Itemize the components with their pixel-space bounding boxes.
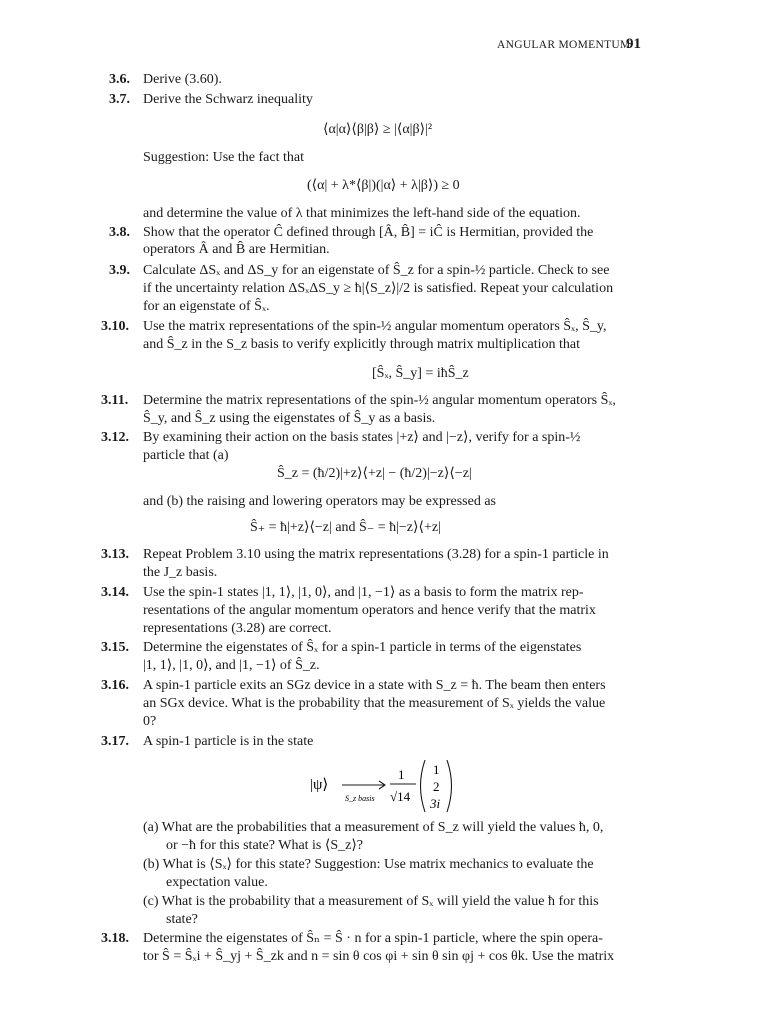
problem-number: 3.17. xyxy=(101,734,129,749)
text-line: [Ŝₓ, Ŝ_y] = iħŜ_z xyxy=(372,366,469,381)
vector-entry-3: 3i xyxy=(430,796,441,811)
text-line: expectation value. xyxy=(166,875,268,890)
fraction-denominator: √14 xyxy=(390,789,411,804)
text-line: and determine the value of λ that minimizes the left-hand side of the equation. xyxy=(143,206,581,221)
text-line: Derive (3.60). xyxy=(143,72,222,87)
text-line: and Ŝ_z in the S_z basis to verify explicitly through matrix multiplication that xyxy=(143,337,581,352)
text-line: tor Ŝ = Ŝₓi + Ŝ_yj + Ŝ_zk and n = sin θ cos φi + sin θ sin φj + cos θk. Use the matrix xyxy=(143,949,615,964)
text-line: ⟨α|α⟩⟨β|β⟩ ≥ |⟨α|β⟩|² xyxy=(323,122,433,137)
text-line: Ŝ₊ = ħ|+z⟩⟨−z| and Ŝ₋ = ħ|−z⟩⟨+z| xyxy=(250,520,441,535)
basis-label: S_z basis xyxy=(345,794,375,803)
text-line: (⟨α| + λ*⟨β|)(|α⟩ + λ|β⟩) ≥ 0 xyxy=(307,178,460,193)
problem-number: 3.14. xyxy=(101,585,129,600)
text-line: representations (3.28) are correct. xyxy=(143,621,332,636)
text-line: for an eigenstate of Ŝₓ. xyxy=(143,299,270,314)
text-line: or −ħ for this state? What is ⟨S_z⟩? xyxy=(166,838,364,853)
text-line: A spin-1 particle exits an SGz device in a state with S_z = ħ. The beam then enters xyxy=(143,678,606,693)
problem-number: 3.7. xyxy=(109,92,130,107)
text-line: (b) What is ⟨Sₓ⟩ for this state? Suggestion: Use matrix mechanics to evaluate the xyxy=(143,857,594,872)
problem-number: 3.8. xyxy=(109,225,130,240)
text-line: and (b) the raising and lowering operators may be expressed as xyxy=(143,494,496,509)
problem-number: 3.12. xyxy=(101,430,129,445)
text-line: Show that the operator Ĉ defined through [Â, B̂] = iĈ is Hermitian, provided the xyxy=(143,225,594,240)
text-line: resentations of the angular momentum operators and hence verify that the matrix xyxy=(143,603,596,618)
text-line: Ŝ_z = (ħ/2)|+z⟩⟨+z| − (ħ/2)|−z⟩⟨−z| xyxy=(277,466,472,481)
text-line: if the uncertainty relation ΔSₓΔS_y ≥ ħ|⟨S_z⟩|/2 is satisfied. Repeat your calculation xyxy=(143,281,614,296)
problem-number: 3.9. xyxy=(109,263,130,278)
problem-number: 3.18. xyxy=(101,931,129,946)
problem-number: 3.15. xyxy=(101,640,129,655)
text-line: Derive the Schwarz inequality xyxy=(143,92,313,107)
running-header: ANGULAR MOMENTUM xyxy=(497,39,631,51)
left-paren xyxy=(421,760,426,812)
problem-number: 3.16. xyxy=(101,678,129,693)
text-line: (c) What is the probability that a measurement of Sₓ will yield the value ħ for this xyxy=(143,894,599,909)
text-line: (a) What are the probabilities that a measurement of S_z will yield the values ħ, 0, xyxy=(143,820,604,835)
text-line: Use the matrix representations of the spin-½ angular momentum operators Ŝₓ, Ŝ_y, xyxy=(143,319,607,334)
text-line: Determine the eigenstates of Ŝₙ = Ŝ · n for a spin-1 particle, where the spin opera- xyxy=(143,931,603,946)
text-line: A spin-1 particle is in the state xyxy=(143,734,314,749)
text-line: operators Â and B̂ are Hermitian. xyxy=(143,242,330,257)
text-line: Ŝ_y, and Ŝ_z using the eigenstates of Ŝ_y as a basis. xyxy=(143,411,436,426)
page-number: 91 xyxy=(626,36,641,52)
right-paren xyxy=(447,760,452,812)
text-line: an SGx device. What is the probability that the measurement of Sₓ yields the value xyxy=(143,696,606,711)
ket-psi: |ψ⟩ xyxy=(310,777,329,793)
problem-number: 3.10. xyxy=(101,319,129,334)
problem-number: 3.6. xyxy=(109,72,130,87)
text-line: Suggestion: Use the fact that xyxy=(143,150,304,165)
text-line: the J_z basis. xyxy=(143,565,218,580)
text-line: state? xyxy=(166,912,198,927)
vector-entry-2: 2 xyxy=(433,779,440,794)
text-line: By examining their action on the basis states |+z⟩ and |−z⟩, verify for a spin-½ xyxy=(143,430,581,445)
vector-entry-1: 1 xyxy=(433,762,440,777)
text-line: Use the spin-1 states |1, 1⟩, |1, 0⟩, and |1, −1⟩ as a basis to form the matrix rep- xyxy=(143,585,584,600)
state-vector-equation xyxy=(310,756,490,816)
problem-number: 3.13. xyxy=(101,547,129,562)
text-line: particle that (a) xyxy=(143,448,229,463)
text-line: Determine the eigenstates of Ŝₓ for a spin-1 particle in terms of the eigenstates xyxy=(143,640,582,655)
fraction-numerator: 1 xyxy=(398,767,405,782)
text-line: 0? xyxy=(143,714,157,729)
text-line: Determine the matrix representations of the spin-½ angular momentum operators Ŝₓ, xyxy=(143,393,616,408)
problem-number: 3.11. xyxy=(101,393,129,408)
text-line: |1, 1⟩, |1, 0⟩, and |1, −1⟩ of Ŝ_z. xyxy=(143,658,320,673)
text-line: Repeat Problem 3.10 using the matrix representations (3.28) for a spin-1 particle in xyxy=(143,547,609,562)
text-line: Calculate ΔSₓ and ΔS_y for an eigenstate of Ŝ_z for a spin-½ particle. Check to see xyxy=(143,263,610,278)
